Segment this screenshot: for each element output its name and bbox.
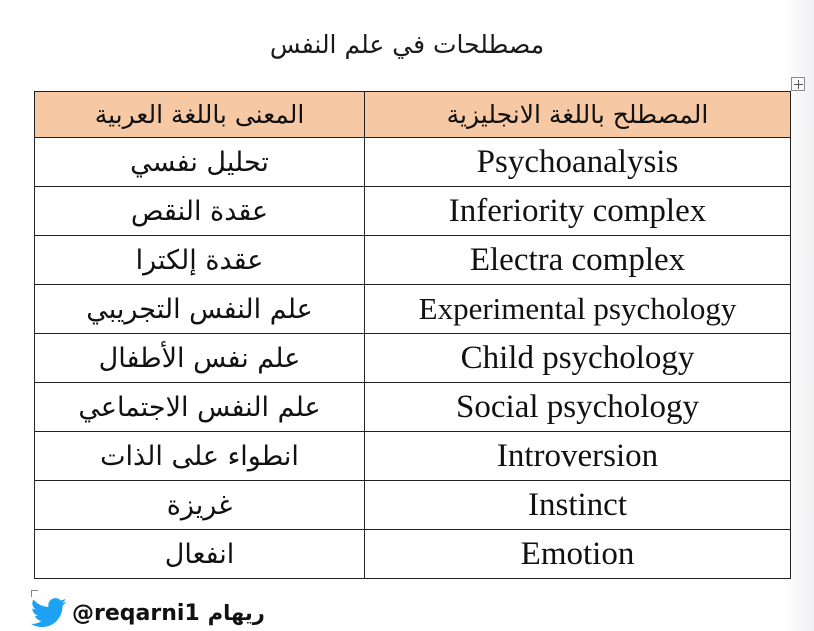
- english-cell: Emotion: [365, 530, 791, 579]
- arabic-cell: علم النفس الاجتماعي: [35, 383, 365, 432]
- table-row: [35, 334, 791, 383]
- document-title: مصطلحات في علم النفس: [269, 30, 545, 59]
- english-cell: Child psychology: [365, 334, 791, 383]
- header-arabic-meaning: المعنى باللغة العربية: [35, 92, 365, 138]
- english-cell: Psychoanalysis: [365, 138, 791, 187]
- arabic-cell: علم النفس التجريبي: [35, 285, 365, 334]
- arabic-cell: عقدة النقص: [35, 187, 365, 236]
- english-cell: Social psychology: [365, 383, 791, 432]
- author-name: ريهام: [207, 601, 265, 625]
- table-row: [35, 138, 791, 187]
- twitter-handle: @reqarni1: [72, 600, 200, 626]
- english-cell: Electra complex: [365, 236, 791, 285]
- table-row: [35, 530, 791, 579]
- arabic-cell: غريزة: [35, 481, 365, 530]
- english-cell: Inferiority complex: [365, 187, 791, 236]
- terms-table: [34, 91, 791, 579]
- header-english-term: المصطلح باللغة الانجليزية: [365, 92, 791, 138]
- arabic-cell: عقدة إلكترا: [35, 236, 365, 285]
- table-row: [35, 285, 791, 334]
- table-row: [35, 236, 791, 285]
- english-cell: Introversion: [365, 432, 791, 481]
- arabic-cell: انطواء على الذات: [35, 432, 365, 481]
- attribution: [30, 595, 265, 631]
- arabic-cell: انفعال: [35, 530, 365, 579]
- arabic-cell: تحليل نفسي: [35, 138, 365, 187]
- table-row: [35, 187, 791, 236]
- arabic-cell: علم نفس الأطفال: [35, 334, 365, 383]
- english-cell: Experimental psychology: [365, 285, 791, 334]
- table-row: [35, 481, 791, 530]
- table-row: [35, 383, 791, 432]
- english-cell: Instinct: [365, 481, 791, 530]
- table-row: [35, 432, 791, 481]
- table-move-handle-icon[interactable]: [791, 77, 805, 91]
- twitter-bird-icon: [30, 598, 68, 628]
- table-header-row: [35, 92, 791, 138]
